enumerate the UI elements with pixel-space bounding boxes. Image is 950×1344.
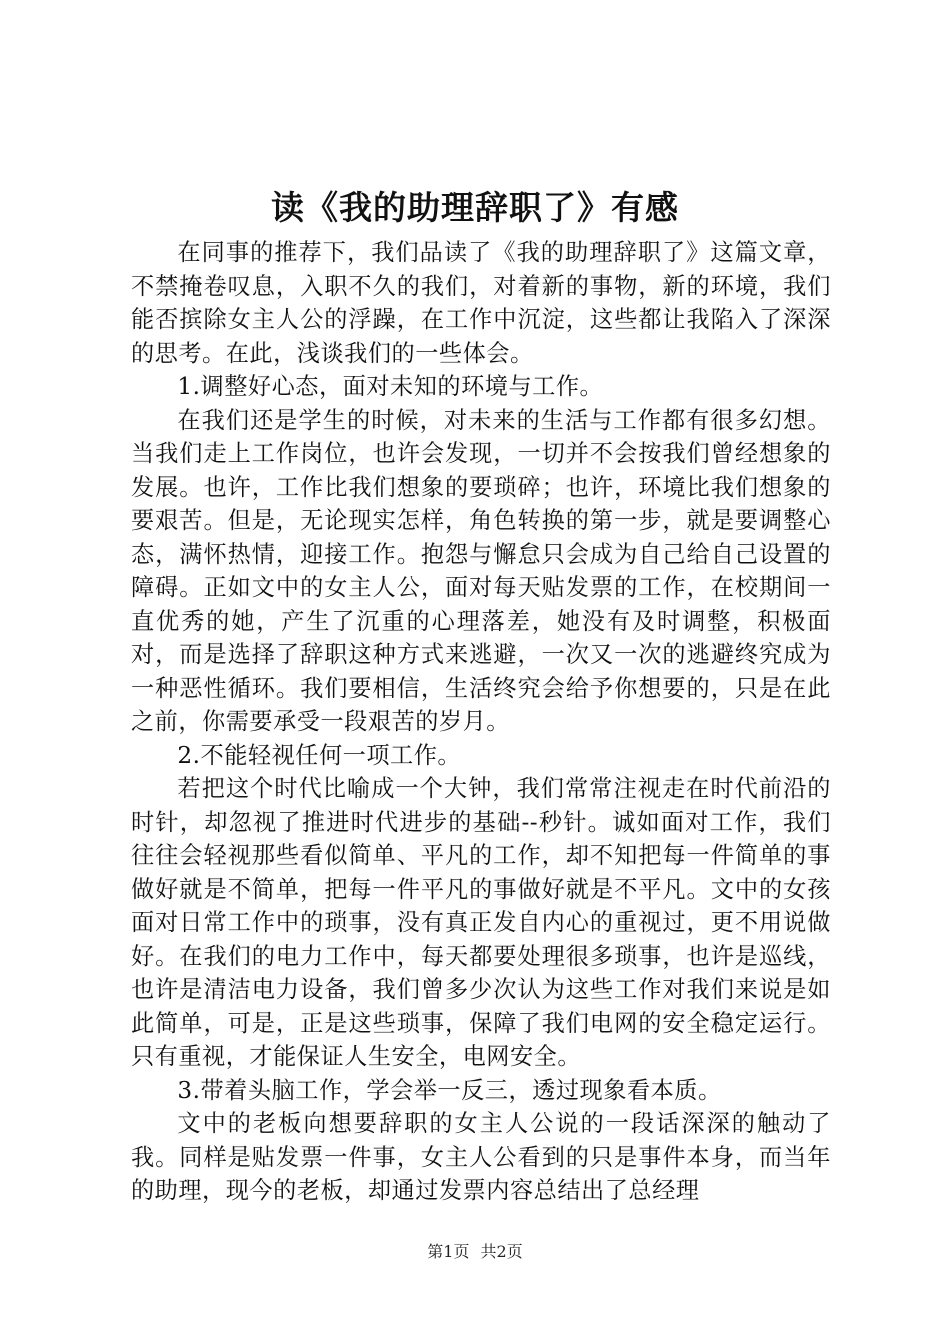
heading-point-1: 1.调整好心态，面对未知的环境与工作。 [177,373,604,400]
document-title: 读《我的助理辞职了》有感 [271,188,679,227]
paragraph-point-2: 若把这个时代比喻成一个大钟，我们常常注视走在时代前沿的时针，却忽视了推进时代进步的基础--秒针。诚如面对工作，我们往往会轻视那些看似简单、平凡的工作，却不知把每一件简单的事做好就是不简单，把每一件平凡的事做好就是不平凡。文中的女孩面对日常工作中的琐事，没有真正发自内心的重视过，更不用说做好。在我们的电力工作中，每天都要处理很多琐事，也许是巡线，也许是清洁电力设备，我们曾多少次认为这些工作对我们来说是如此简单，可是，正是这些琐事，保障了我们电网的安全稳定运行。只有重视，才能保证人生安全，电网安全。 [131,775,831,1070]
paragraph-point-3: 文中的老板向想要辞职的女主人公说的一段话深深的触动了我。同样是贴发票一件事，女主人公看到的只是事件本身，而当年的助理，现今的老板，却通过发票内容总结出了总经理 [131,1110,831,1204]
heading-point-3: 3.带着头脑工作，学会举一反三，透过现象看本质。 [177,1076,722,1104]
heading-point-2: 2.不能轻视任何一项工作。 [177,741,462,769]
page-total: 共2页 [480,1242,523,1261]
page-footer [0,1240,950,1264]
paragraph-point-1: 在我们还是学生的时候，对未来的生活与工作都有很多幻想。当我们走上工作岗位，也许会发现，一切并不会按我们曾经想象的发展。也许，工作比我们想象的要琐碎；也许，环境比我们想象的要艰苦。但是，无论现实怎样，角色转换的第一步，就是要调整心态，满怀热情，迎接工作。抱怨与懈怠只会成为自己给自己设置的障碍。正如文中的女主人公，面对每天贴发票的工作，在校期间一直优秀的她，产生了沉重的心理落差，她没有及时调整，积极面对，而是选择了辞职这种方式来逃避，一次又一次的逃避终究成为一种恶性循环。我们要相信，生活终究会给予你想要的，只是在此之前，你需要承受一段艰苦的岁月。 [131,406,831,735]
page-number: 第1页 [427,1242,470,1261]
document-body [131,236,831,1208]
paragraph-intro: 在同事的推荐下，我们品读了《我的助理辞职了》这篇文章，不禁掩卷叹息，入职不久的我们，对着新的事物，新的环境，我们能否摈除女主人公的浮躁，在工作中沉淀，这些都让我陷入了深深的思考。在此，浅谈我们的一些体会。 [131,239,831,367]
